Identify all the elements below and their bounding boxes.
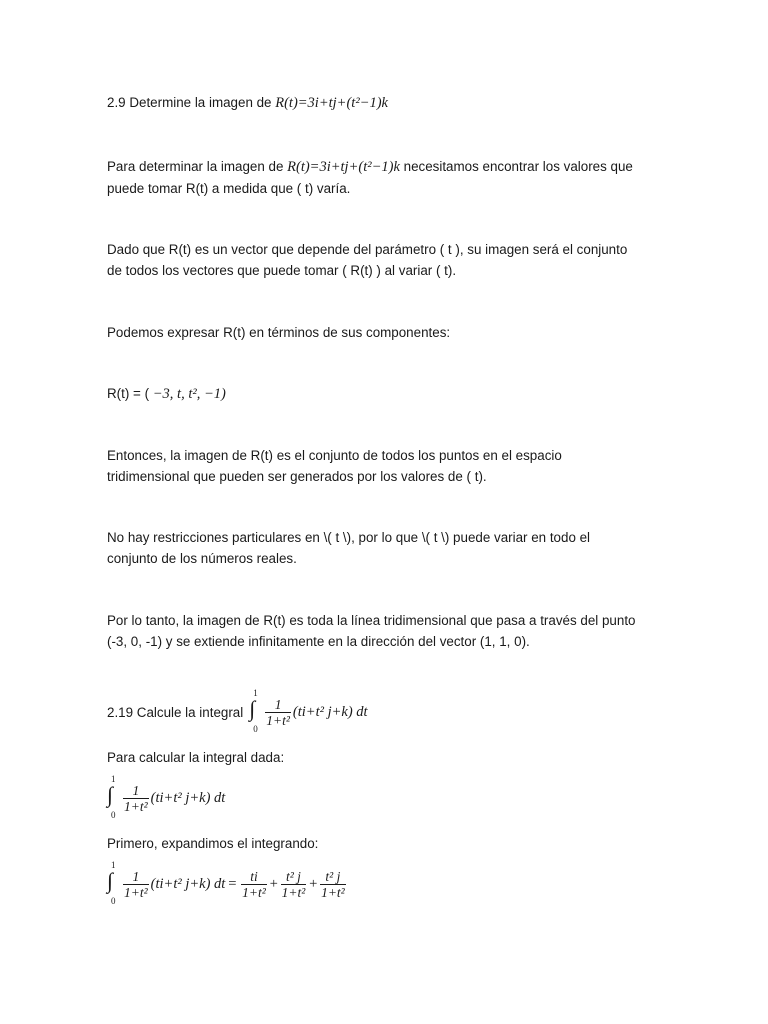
expanded-term-3: $\frac{\text{t² j}}{\text{1+t²}}$: [321, 868, 345, 900]
plus-sign: +: [308, 875, 319, 892]
paragraph-line: No hay restricciones particulares en \( t \), por lo que \( t \) puede variar en todo el: [107, 530, 591, 545]
paragraph-calc-intro: [107, 747, 667, 768]
integral-expanded: [107, 862, 667, 906]
paragraph-line: Podemos expresar R(t) en términos de sus componentes:: [107, 325, 451, 340]
integrand-body: (ti+t² j+k) dt: [150, 789, 226, 806]
integrand-fraction: $\frac{1}{\text{1+t²}}$: [124, 782, 148, 814]
integrand-body: (ti+t² j+k) dt: [150, 875, 226, 892]
paragraph-intro-line1-pre: Para determinar la imagen de: [107, 159, 284, 174]
problem-2-19-heading: [107, 690, 667, 734]
paragraph-intro: [107, 156, 667, 199]
paragraph-line: de todos los vectores que puede tomar ( R(t) ) al variar ( t).: [107, 263, 457, 278]
integral-sign: 1 ∫ 0: [107, 860, 116, 906]
components-expression: [107, 383, 667, 405]
paragraph-components-intro: [107, 322, 667, 343]
vector-function-expression-inline: R(t)=3i+tj+(t²−1)k: [287, 159, 400, 175]
paragraph-line: Entonces, la imagen de R(t) es el conjunto de todos los puntos en el espacio: [107, 448, 562, 463]
problem-2-9-heading: [107, 92, 667, 114]
integrand-fraction: $\frac{1}{\text{1+t²}}$: [124, 868, 148, 900]
paragraph-restrictions: [107, 527, 667, 569]
plus-sign: +: [268, 875, 279, 892]
integral-display: [107, 776, 667, 820]
integral-sign: 1 ∫ 0: [107, 774, 116, 820]
paragraph-line: tridimensional que pueden ser generados por los valores de ( t).: [107, 469, 487, 484]
paragraph-line: (-3, 0, -1) y se extiende infinitamente en la dirección del vector (1, 1, 0).: [107, 634, 530, 649]
integral-expression: [249, 690, 367, 734]
vector-function-expression: R(t)=3i+tj+(t²−1)k: [275, 95, 388, 111]
paragraph-line: Primero, expandimos el integrando:: [107, 836, 319, 851]
paragraph-image-definition: [107, 445, 667, 487]
expanded-term-1: $\frac{ti}{\text{1+t²}}$: [242, 868, 266, 900]
paragraph-intro-line1-post: necesitamos encontrar los valores que: [403, 159, 633, 174]
paragraph-conclusion: [107, 610, 667, 652]
paragraph-line: Dado que R(t) es un vector que depende del parámetro ( t ), su imagen será el conjunto: [107, 242, 628, 257]
paragraph-line: Para calcular la integral dada:: [107, 750, 285, 765]
components-values: −3, t, t², −1): [152, 386, 226, 402]
paragraph-line: conjunto de los números reales.: [107, 551, 297, 566]
integral-sign: 1 ∫ 0: [249, 688, 258, 734]
problem-2-19-label: 2.19 Calcule la integral: [107, 704, 244, 720]
paragraph-vector-explanation: [107, 239, 667, 281]
paragraph-intro-line2: puede tomar R(t) a medida que ( t) varía.: [107, 181, 351, 196]
expanded-term-2: $\frac{\text{t² j}}{\text{1+t²}}$: [281, 868, 306, 900]
components-label: R(t) = (: [107, 386, 150, 401]
integrand-fraction: $\frac{1}{\text{1+t²}}$: [266, 696, 290, 728]
paragraph-expand-intro: [107, 833, 667, 854]
integrand-body: (ti+t² j+k) dt: [292, 703, 368, 720]
problem-2-9-label: 2.9 Determine la imagen de: [107, 95, 272, 110]
equals-sign: =: [227, 875, 238, 892]
paragraph-line: Por lo tanto, la imagen de R(t) es toda la línea tridimensional que pasa a través del punto: [107, 613, 636, 628]
